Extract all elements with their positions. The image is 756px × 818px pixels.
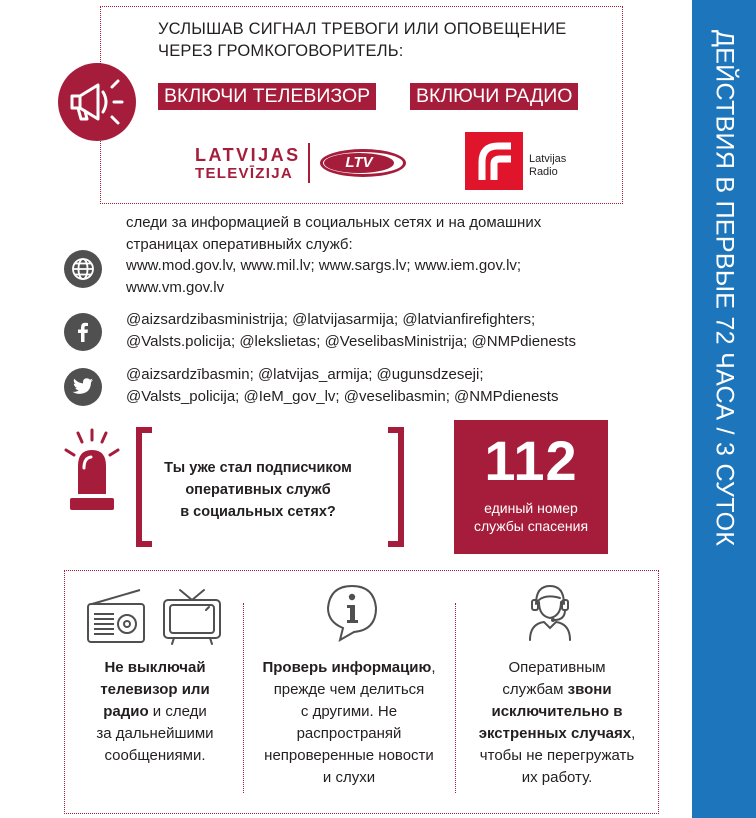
facebook-icon xyxy=(64,313,102,351)
turn-on-radio-button: ВКЛЮЧИ РАДИО xyxy=(410,83,578,110)
tip-call-emergency: Оперативным службам звони исключительно в экстренных случаях, чтобы не перегружать их работу. xyxy=(478,659,636,786)
globe-icon xyxy=(64,250,102,288)
sidebar xyxy=(692,0,756,818)
latvijas-radio-logo: Latvijas Radio xyxy=(465,132,595,190)
megaphone-icon xyxy=(58,63,136,141)
tv-icon xyxy=(160,588,224,646)
tips-divider-2 xyxy=(455,603,456,793)
sidebar-title: ДЕЙСТВИЯ В ПЕРВЫЕ 72 ЧАСА / 3 СУТОК xyxy=(710,30,739,547)
tip-tv-radio: Не выключай телевизор или радио и следи за дальнейшими сообщениями. xyxy=(96,659,214,764)
subscribe-question: Ты уже стал подписчиком оперативных служб в социальных сетях? xyxy=(164,460,352,520)
web-links-text: следи за информацией в социальных сетях и на домашних страницах оперативныйх служб: www.mod.gov.lv, www.mil.lv; www.sargs.lv; www.iem.gov.lv; www.vm.gov.lv xyxy=(126,214,542,296)
right-bracket xyxy=(388,427,404,547)
ltv-logo: LATVIJAS TELEVĪZIJA LTV xyxy=(190,143,420,185)
info-icon xyxy=(322,582,382,642)
emergency-number-box xyxy=(454,420,608,554)
facebook-accounts-text: @aizsardzibasministrija; @latvijasarmija; @latvianfirefighters; @Valsts.policija; @lekslietas; @VeselibasMinistrija; @NMPdienests xyxy=(126,311,576,350)
radio-icon xyxy=(86,588,148,646)
twitter-accounts-text: @aizsardzībasmin; @latvijas_armija; @ugunsdzeseji; @Valsts_policija; @IeM_gov_lv; @veselibasmin; @NMPdienests xyxy=(126,366,559,405)
siren-icon xyxy=(60,428,124,518)
turn-on-tv-button: ВКЛЮЧИ ТЕЛЕВИЗОР xyxy=(158,83,376,110)
tips-divider-1 xyxy=(243,603,244,793)
emergency-number-label: единый номер службы спасения xyxy=(473,500,589,534)
emergency-number: 112 xyxy=(484,429,578,492)
twitter-icon xyxy=(64,368,102,406)
tip-check-info: Проверь информацию, прежде чем делиться с другими. Не распространяй непроверенные новости и слухи xyxy=(262,659,436,786)
operator-headset-icon xyxy=(522,580,578,642)
alarm-instruction: УСЛЫШАВ СИГНАЛ ТРЕВОГИ ИЛИ ОПОВЕЩЕНИЕ ЧЕРЕЗ ГРОМКОГОВОРИТЕЛЬ: xyxy=(158,20,567,60)
